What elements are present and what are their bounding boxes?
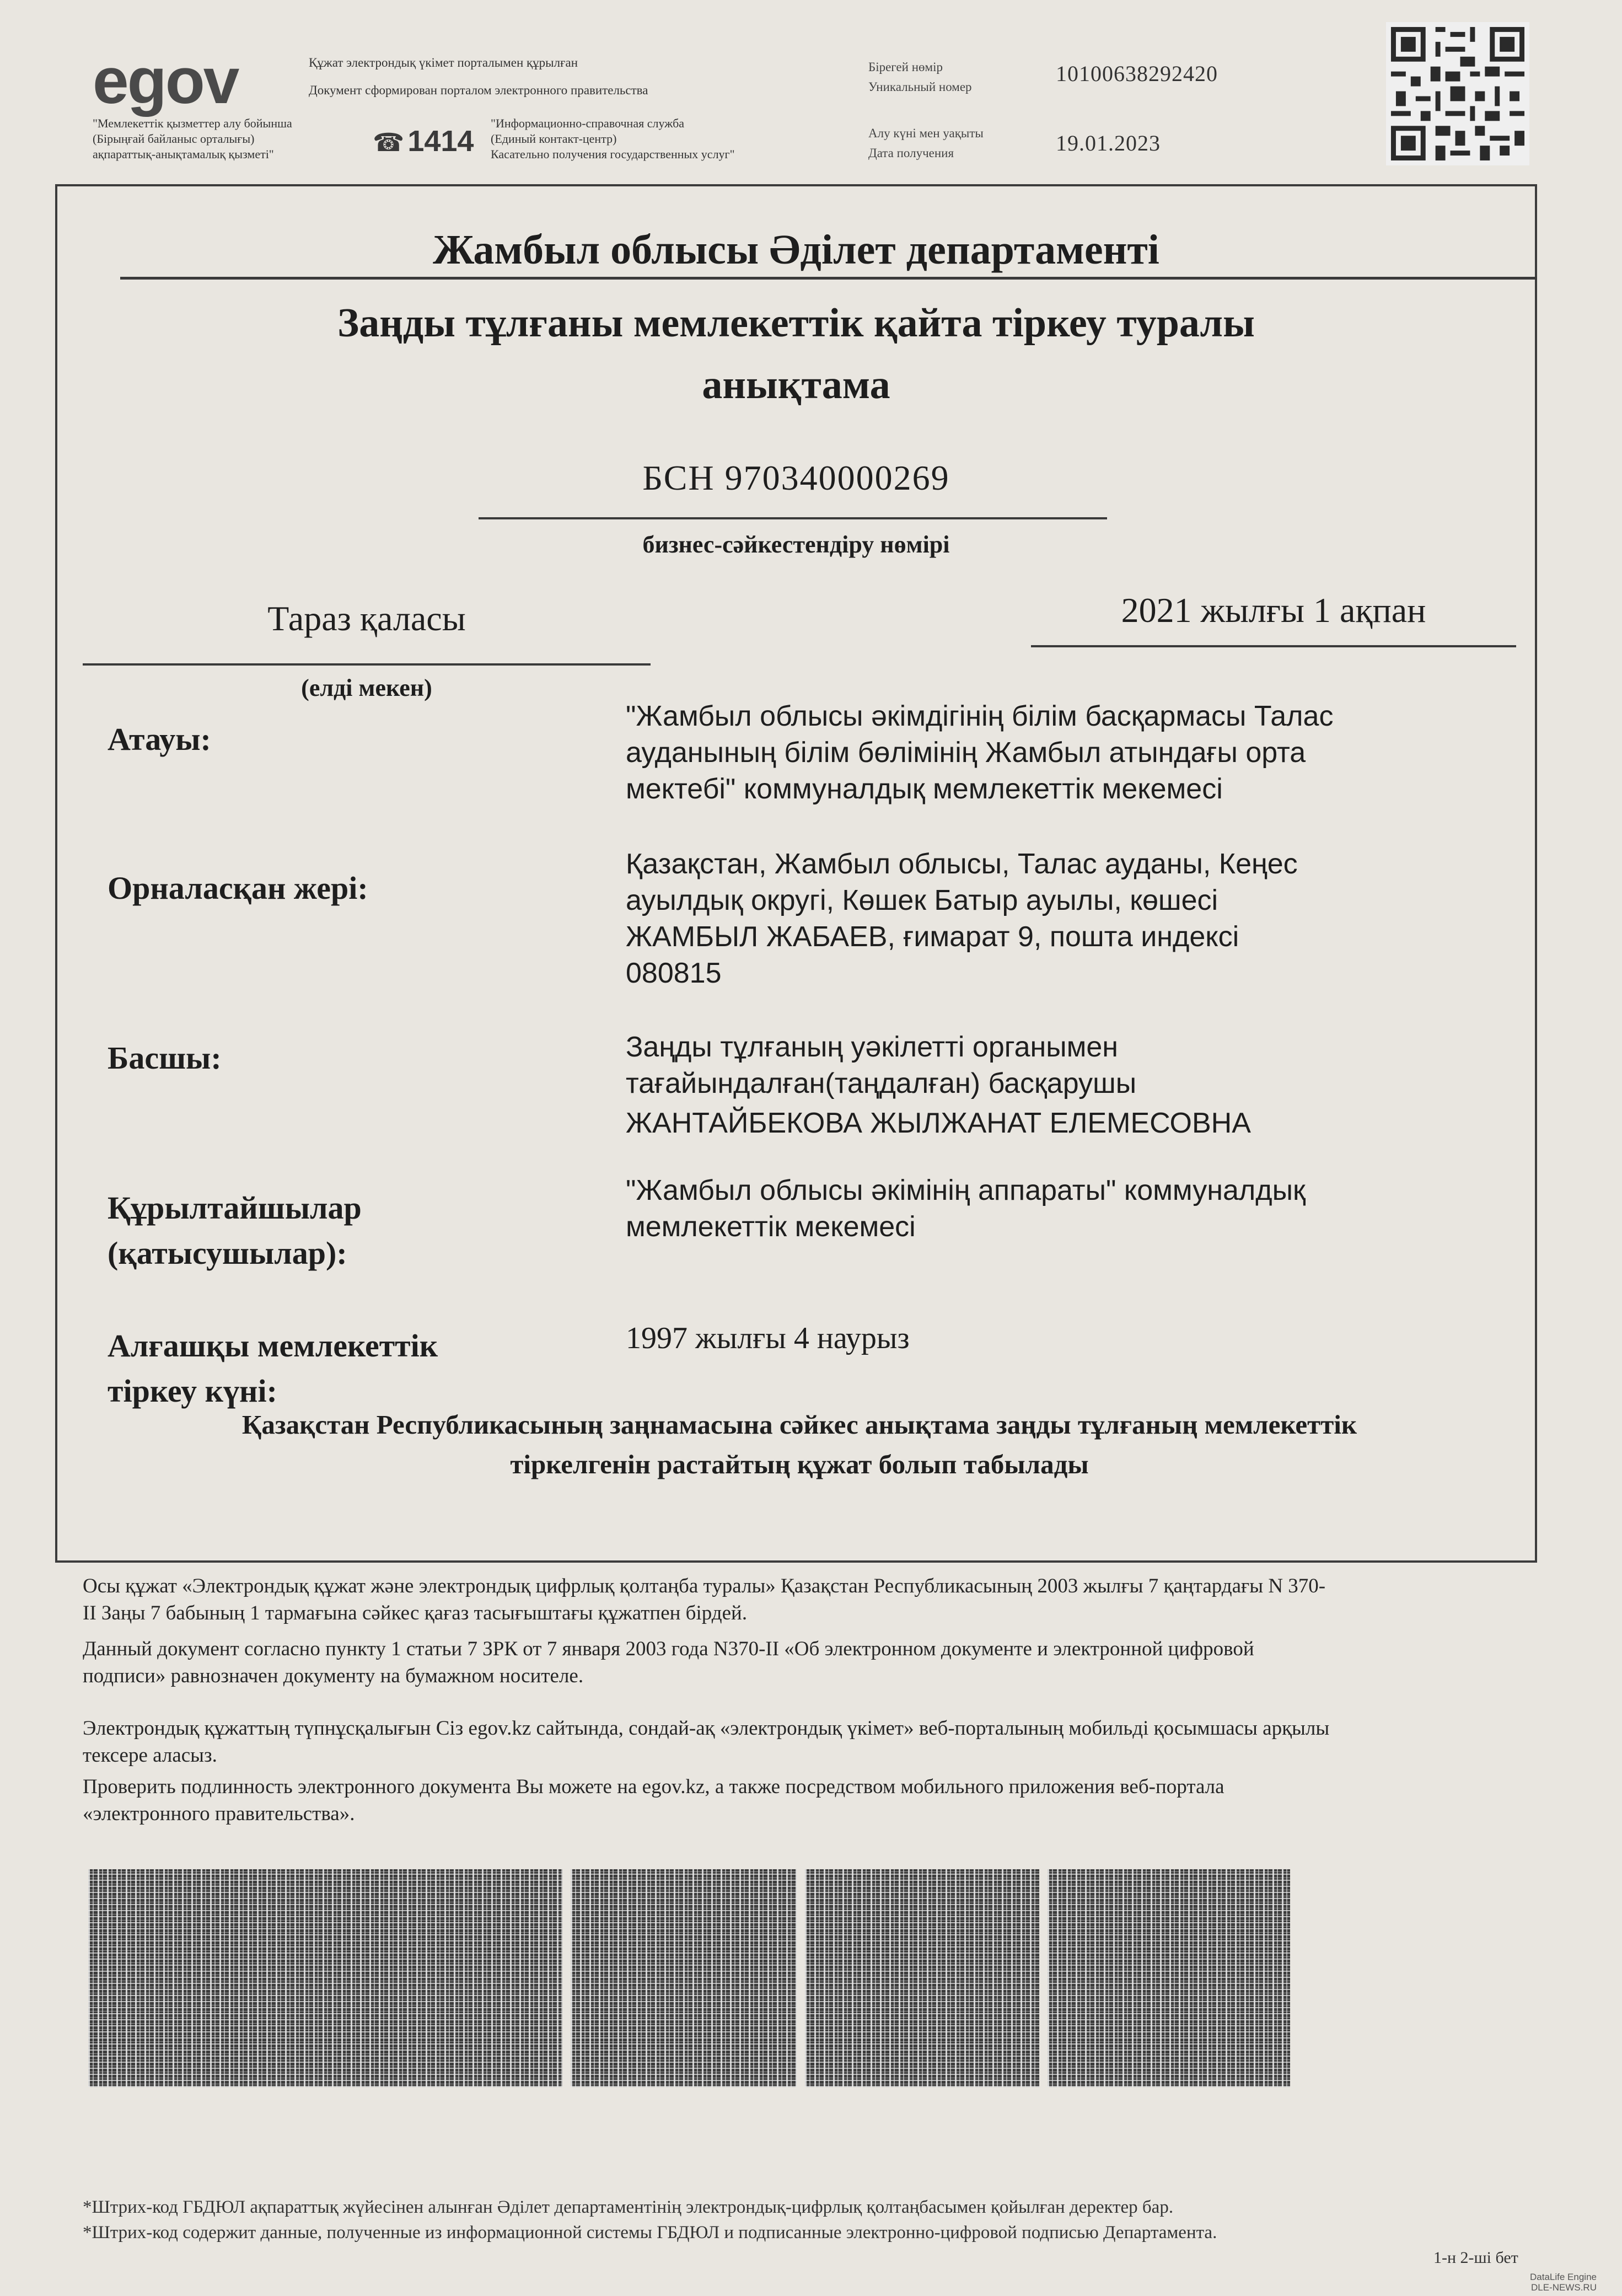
field-value-head bbox=[626, 1029, 1519, 1141]
field-label-line: тіркеу күні: bbox=[108, 1373, 277, 1409]
note-line: Электрондық құжаттың түпнұсқалығын Сіз egov.kz сайтында, сондай-ақ «электрондық үкімет» веб-порталының мобильді қосымшасы арқылы bbox=[83, 1717, 1330, 1740]
field-label-line: Алғашқы мемлекеттік bbox=[108, 1328, 438, 1364]
watermark-line: DataLife Engine bbox=[1530, 2272, 1597, 2282]
field-value-line: Қазақстан, Жамбыл облысы, Талас ауданы, Кеңес bbox=[626, 848, 1298, 880]
date-labels bbox=[868, 124, 984, 163]
field-value-line: мемлекеттік мекемесі bbox=[626, 1211, 916, 1243]
portal-kk-text: Құжат электрондық үкімет порталымен құрылған bbox=[309, 56, 578, 69]
barcode-block bbox=[805, 1869, 1039, 2087]
city-underline bbox=[83, 663, 651, 666]
barcode-block bbox=[88, 1869, 562, 2087]
service-ru-line: "Информационно-справочная служба bbox=[491, 116, 685, 130]
note-line: Осы құжат «Электрондық құжат және электрондық цифрлық қолтаңба туралы» Қазақстан Республикасының 2003 жылғы 7 қаңтардағы N 370- bbox=[83, 1575, 1326, 1597]
barcode-block bbox=[1048, 1869, 1290, 2087]
contact-phone bbox=[373, 124, 474, 158]
note-line: тексере аласыз. bbox=[83, 1744, 217, 1767]
service-ru-line: Касательно получения государственных услуг" bbox=[491, 147, 735, 161]
field-value-line: 080815 bbox=[626, 957, 722, 989]
field-label-founders bbox=[108, 1185, 362, 1276]
title-line: Заңды тұлғаны мемлекеттік қайта тіркеу туралы bbox=[337, 301, 1255, 346]
phone-icon: ☎ bbox=[373, 128, 405, 157]
department-title: Жамбыл облысы Әділет департаменті bbox=[433, 227, 1159, 273]
document-date: 2021 жылғы 1 ақпан bbox=[1121, 591, 1426, 630]
field-value-registration-date bbox=[626, 1320, 1519, 1356]
service-kk-line: "Мемлекеттік қызметтер алу бойынша bbox=[93, 116, 292, 130]
closing-line: Қазақстан Республикасының заңнамасына сәйкес анықтама заңды тұлғаның мемлекеттік bbox=[241, 1409, 1357, 1440]
field-value-line: "Жамбыл облысы әкімдігінің білім басқармасы Талас bbox=[626, 700, 1334, 732]
field-value-line: ауданының білім бөлімінің Жамбыл атындағы орта bbox=[626, 737, 1306, 769]
bsn-caption: бизнес-сәйкестендіру нөмірі bbox=[642, 531, 950, 558]
legal-note-ru bbox=[83, 1635, 1571, 1689]
city-caption: (елді мекен) bbox=[301, 674, 432, 701]
field-value-line: мектебі" коммуналдық мемлекеттік мекемесі bbox=[626, 773, 1223, 805]
footer-note-kk: *Штрих-код ГБДЮЛ ақпараттық жүйесінен алынған Әділет департаментінің электрондық-цифрлық қолтаңбасымен қойылған деректер бар. bbox=[83, 2197, 1174, 2217]
title-line: анықтама bbox=[702, 362, 890, 407]
field-value-founders bbox=[626, 1172, 1519, 1245]
unique-number-labels bbox=[868, 57, 972, 97]
field-value-name bbox=[626, 698, 1519, 807]
document-title bbox=[55, 292, 1537, 416]
egov-logo: egov bbox=[93, 45, 238, 117]
field-label-line: (қатысушылар): bbox=[108, 1235, 347, 1271]
date-label-ru: Дата получения bbox=[868, 146, 954, 160]
page-number: 1-н 2-ші бет bbox=[1433, 2249, 1518, 2267]
unique-label-ru: Уникальный номер bbox=[868, 80, 972, 94]
closing-line: тіркелгенін растайтың құжат болып табылады bbox=[510, 1449, 1089, 1479]
receipt-date: 19.01.2023 bbox=[1056, 131, 1161, 155]
field-label-location: Орналасқан жері: bbox=[108, 870, 368, 906]
field-value-line: 1997 жылғы 4 наурыз bbox=[626, 1321, 910, 1355]
city: Тараз қаласы bbox=[267, 599, 466, 638]
note-line: II Заңы 7 бабының 1 тармағына сәйкес қағаз тасығыштағы құжатпен бірдей. bbox=[83, 1602, 748, 1624]
verify-note-kk bbox=[83, 1715, 1571, 1769]
footer-note-ru: *Штрих-код содержит данные, полученные из информационной системы ГБДЮЛ и подписанные электронно-цифровой подписью Департамента. bbox=[83, 2223, 1217, 2243]
bsn-number: БСН 970340000269 bbox=[642, 458, 950, 497]
note-line: «электронного правительства». bbox=[83, 1803, 355, 1825]
barcode-block bbox=[571, 1869, 797, 2087]
portal-ru-text: Документ сформирован порталом электронного правительства bbox=[309, 83, 648, 97]
legal-note-kk bbox=[83, 1573, 1571, 1627]
unique-number: 10100638292420 bbox=[1056, 61, 1218, 86]
note-line: подписи» равнозначен документу на бумажном носителе. bbox=[83, 1665, 584, 1687]
field-value-line: ЖАНТАЙБЕКОВА ЖЫЛЖАНАТ ЕЛЕМЕСОВНА bbox=[626, 1107, 1251, 1139]
field-value-line: "Жамбыл облысы әкімінің аппараты" коммуналдық bbox=[626, 1174, 1306, 1206]
site-watermark bbox=[1530, 2272, 1597, 2293]
bsn-underline bbox=[479, 517, 1107, 519]
note-line: Проверить подлинность электронного документа Вы можете на egov.kz, а также посредством мобильного приложения веб-портала bbox=[83, 1775, 1224, 1798]
service-kk bbox=[93, 116, 292, 162]
service-kk-line: (Бірыңғай байланыс орталығы) bbox=[93, 132, 255, 146]
field-label-name: Атауы: bbox=[108, 721, 211, 757]
field-value-line: тағайындалған(таңдалған) басқарушы bbox=[626, 1067, 1137, 1099]
department-underline bbox=[120, 277, 1537, 280]
field-value-line: Заңды тұлғаның уәкілетті органымен bbox=[626, 1031, 1118, 1063]
date-underline bbox=[1031, 645, 1516, 647]
unique-label-kk: Бірегей нөмір bbox=[868, 60, 943, 74]
field-label-line: Құрылтайшылар bbox=[108, 1190, 362, 1226]
field-value-location bbox=[626, 846, 1519, 991]
field-label-registration-date bbox=[108, 1323, 438, 1414]
field-value-line: ауылдық округі, Көшек Батыр ауылы, көшесі bbox=[626, 884, 1218, 916]
closing-statement bbox=[83, 1405, 1516, 1484]
phone-number: 1414 bbox=[407, 125, 474, 158]
field-label-head: Басшы: bbox=[108, 1040, 222, 1076]
service-ru bbox=[491, 116, 735, 162]
service-kk-line: ақпараттық-анықтамалық қызметі" bbox=[93, 147, 274, 161]
note-line: Данный документ согласно пункту 1 статьи 7 ЗРК от 7 января 2003 года N370-II «Об электронном документе и электронной цифровой bbox=[83, 1638, 1254, 1660]
qr-code-icon bbox=[1386, 22, 1529, 165]
verify-note-ru bbox=[83, 1773, 1571, 1827]
watermark-line: DLE-NEWS.RU bbox=[1530, 2282, 1597, 2293]
field-value-line: ЖАМБЫЛ ЖАБАЕВ, ғимарат 9, пошта индексі bbox=[626, 921, 1239, 953]
date-label-kk: Алу күні мен уақыты bbox=[868, 126, 984, 140]
service-ru-line: (Единый контакт-центр) bbox=[491, 132, 617, 146]
